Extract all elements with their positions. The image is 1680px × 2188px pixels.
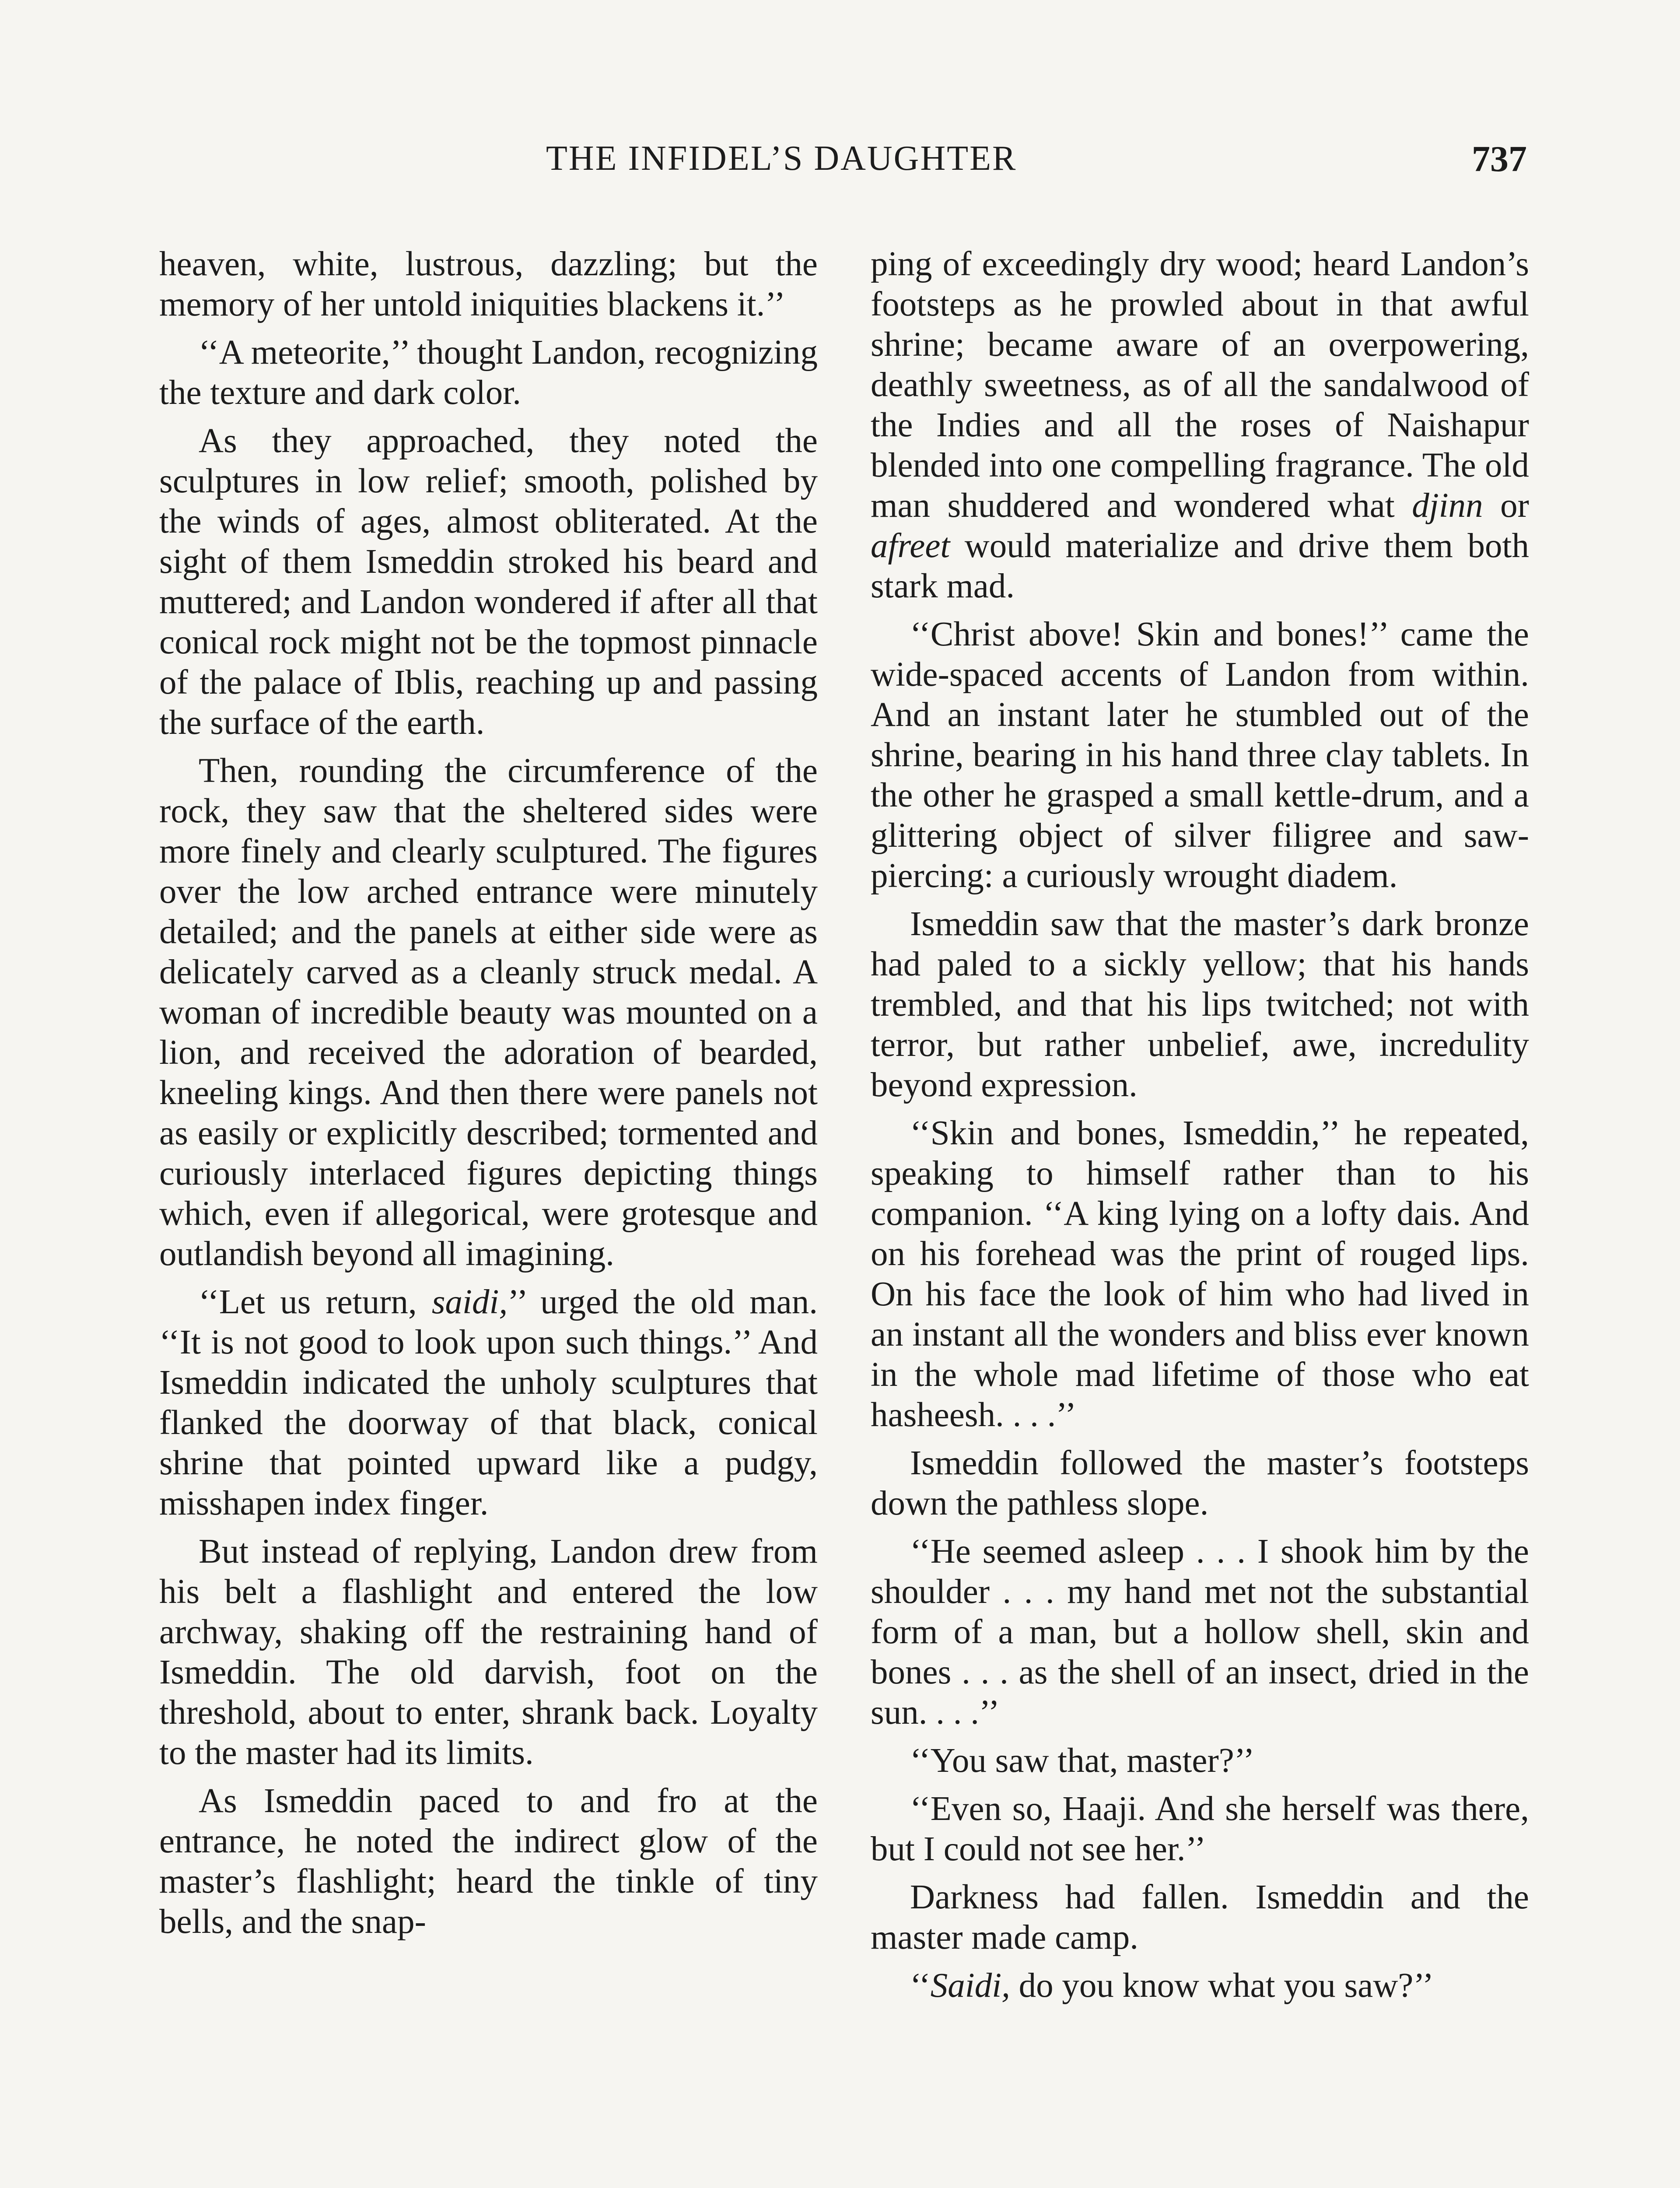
paragraph: As they approached, they noted the sculptures in low relief; smooth, polished by the winds of ages, almost obliterated. At the sight of them Ismeddin stroked his beard and muttered; and Landon wondered if after all that conical rock might not be the topmost pinnacle of the palace of Iblis, reaching up and passing the surface of the earth. [159,422,818,742]
paragraph [871,1966,1529,2006]
paragraph: Then, rounding the circumference of the rock, they saw that the sheltered sides were more finely and clearly sculptured. The figures over the low arched entrance were minutely detailed; and the panels at either side were as delicately carved as a cleanly struck medal. A woman of incredible beauty was mounted on a lion, and received the adoration of bearded, kneeling kings. And then there were panels not as easily or explicitly described; tormented and curiously interlaced figures depicting things which, even if allegorical, were grotesque and outlandish beyond all imagining. [159,752,818,1273]
italic-word: djinn [1412,487,1483,525]
paragraph: ‘‘He seemed asleep . . . I shook him by the shoulder . . . my hand met not the substantial form of a man, but a hollow shell, skin and bones . . . as the shell of an insect, dried in the sun. . . .’’ [871,1532,1529,1732]
text-run: ping of exceedingly dry wood; heard Landon’s footsteps as he prowled about in that awful shrine; became aware of an overpowering, deathly sweetness, as of all the sandalwood of the Indies and all the roses of Naishapur blended into one compelling fragrance. The old man shuddered and wondered what [871,245,1529,525]
paragraph: ‘‘Christ above! Skin and bones!’’ came the wide-spaced accents of Landon from within. And an instant later he stumbled out of the shrine, bearing in his hand three clay tablets. In the other he grasped a small kettle-drum, and a glittering object of silver filigree and saw-piercing: a curiously wrought diadem. [871,615,1529,895]
paragraph: As Ismeddin paced to and fro at the entrance, he noted the indirect glow of the master’s flashlight; heard the tinkle of tiny bells, and the snap- [159,1782,818,1941]
page-number: 737 [1472,139,1527,179]
text-run: ‘‘Let us return, [199,1283,432,1321]
text-run: ‘‘ [910,1967,931,2005]
text-run: or [1483,487,1529,525]
italic-word: saidi, [431,1283,508,1321]
paragraph: ‘‘Even so, Haaji. And she herself was there, but I could not see her.’’ [871,1790,1529,1868]
paragraph: heaven, white, lustrous, dazzling; but the memory of her untold iniquities blackens it.’’ [159,245,818,323]
paragraph [871,244,1529,607]
paragraph: ‘‘A meteorite,’’ thought Landon, recognizing the texture and dark color. [159,333,818,412]
paragraph: Ismeddin saw that the master’s dark bronze had paled to a sickly yellow; that his hands trembled, and that his lips twitched; not with terror, but rather unbelief, awe, incredulity beyond expression. [871,905,1529,1104]
italic-word: afreet [871,527,950,565]
paragraph: ‘‘Skin and bones, Ismeddin,’’ he repeated, speaking to himself rather than to his companion. ‘‘A king lying on a lofty dais. And on his forehead was the print of rouged lips. On his face the look of him who had lived in an instant all the wonders and bliss ever known in the whole mad lifetime of those who eat hasheesh. . . .’’ [871,1114,1529,1434]
right-column [871,244,1529,2014]
paragraph: Ismeddin followed the master’s footsteps down the pathless slope. [871,1444,1529,1522]
text-run: do you know what you saw?’’ [1010,1967,1434,2005]
running-title: THE INFIDEL’S DAUGHTER [546,139,1017,178]
left-column [159,244,818,1950]
text-run: ’’ urged the old man. ‘‘It is not good to look upon such things.’’ And Ismeddin indicated the unholy sculptures that flanked the doorway of that black, conical shrine that pointed upward like a pudgy, misshapen index finger. [159,1283,818,1522]
paragraph: Darkness had fallen. Ismeddin and the master made camp. [871,1878,1529,1957]
paragraph [159,1282,818,1524]
paragraph: ‘‘You saw that, master?’’ [910,1742,1255,1780]
text-run: would materialize and drive them both stark mad. [871,527,1529,605]
paragraph: But instead of replying, Landon drew from his belt a flashlight and entered the low archway, shaking off the restraining hand of Ismeddin. The old darvish, foot on the threshold, about to enter, shrank back. Loyalty to the master had its limits. [159,1532,818,1772]
italic-word: Saidi, [930,1967,1010,2005]
